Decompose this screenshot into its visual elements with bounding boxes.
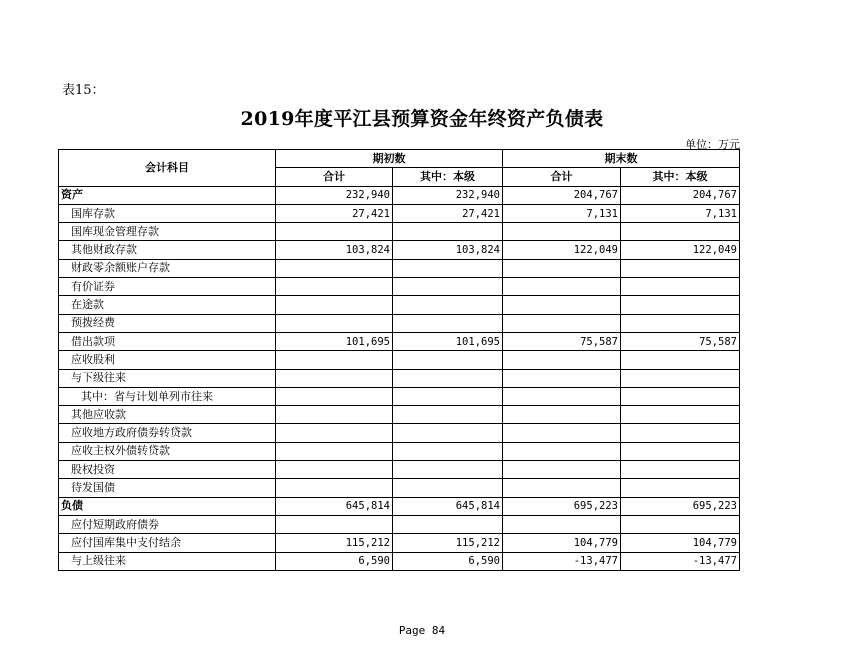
cell-opening-total xyxy=(276,424,393,442)
row-subject: 其他财政存款 xyxy=(59,241,276,259)
cell-closing-level: 7,131 xyxy=(621,204,740,222)
cell-closing-total xyxy=(503,406,621,424)
table-row xyxy=(59,204,740,222)
cell-closing-total xyxy=(503,424,621,442)
cell-closing-total: -13,477 xyxy=(503,552,621,570)
cell-closing-total xyxy=(503,296,621,314)
cell-closing-total: 75,587 xyxy=(503,332,621,350)
table-row xyxy=(59,515,740,533)
cell-closing-level xyxy=(621,387,740,405)
row-subject: 待发国债 xyxy=(59,479,276,497)
cell-closing-level xyxy=(621,461,740,479)
row-subject: 国库现金管理存款 xyxy=(59,223,276,241)
cell-opening-level xyxy=(393,369,503,387)
cell-opening-level xyxy=(393,387,503,405)
row-subject: 其他应收款 xyxy=(59,406,276,424)
cell-closing-total xyxy=(503,479,621,497)
row-subject: 负债 xyxy=(59,497,276,515)
cell-opening-level xyxy=(393,461,503,479)
cell-opening-level: 232,940 xyxy=(393,186,503,204)
cell-opening-total: 27,421 xyxy=(276,204,393,222)
header-opening: 期初数 xyxy=(276,150,503,168)
row-subject: 股权投资 xyxy=(59,461,276,479)
table-row xyxy=(59,461,740,479)
table-header xyxy=(59,150,740,187)
table-row xyxy=(59,314,740,332)
cell-closing-total xyxy=(503,314,621,332)
table-row xyxy=(59,479,740,497)
cell-opening-total: 6,590 xyxy=(276,552,393,570)
cell-closing-total xyxy=(503,259,621,277)
cell-closing-total: 122,049 xyxy=(503,241,621,259)
cell-opening-total xyxy=(276,278,393,296)
row-subject: 应收股利 xyxy=(59,351,276,369)
cell-opening-level: 115,212 xyxy=(393,534,503,552)
table-row xyxy=(59,296,740,314)
table-row xyxy=(59,369,740,387)
cell-opening-level: 27,421 xyxy=(393,204,503,222)
table-number-label: 表15： xyxy=(62,83,105,98)
cell-opening-level: 6,590 xyxy=(393,552,503,570)
table-body xyxy=(59,186,740,570)
cell-closing-level xyxy=(621,223,740,241)
row-subject: 资产 xyxy=(59,186,276,204)
cell-closing-total: 7,131 xyxy=(503,204,621,222)
cell-opening-level xyxy=(393,296,503,314)
row-subject: 应付国库集中支付结余 xyxy=(59,534,276,552)
cell-opening-level xyxy=(393,223,503,241)
cell-closing-total xyxy=(503,387,621,405)
table-row xyxy=(59,351,740,369)
cell-closing-level: 695,223 xyxy=(621,497,740,515)
cell-opening-total xyxy=(276,515,393,533)
cell-closing-level xyxy=(621,314,740,332)
row-subject: 国库存款 xyxy=(59,204,276,222)
header-closing-total: 合计 xyxy=(503,168,621,186)
table-row xyxy=(59,442,740,460)
cell-closing-level xyxy=(621,296,740,314)
cell-closing-level: 204,767 xyxy=(621,186,740,204)
row-subject: 财政零余额账户存款 xyxy=(59,259,276,277)
header-closing-level: 其中：本级 xyxy=(621,168,740,186)
cell-opening-total: 645,814 xyxy=(276,497,393,515)
cell-opening-total xyxy=(276,223,393,241)
cell-closing-total xyxy=(503,223,621,241)
cell-opening-level xyxy=(393,479,503,497)
page-number: Page 84 xyxy=(398,624,446,637)
cell-opening-total xyxy=(276,406,393,424)
table-row xyxy=(59,186,740,204)
header-closing: 期末数 xyxy=(503,150,740,168)
row-subject: 应收主权外债转贷款 xyxy=(59,442,276,460)
cell-closing-total xyxy=(503,369,621,387)
cell-closing-total xyxy=(503,461,621,479)
row-subject: 应付短期政府债券 xyxy=(59,515,276,533)
cell-closing-total xyxy=(503,515,621,533)
header-opening-level: 其中：本级 xyxy=(393,168,503,186)
balance-sheet-table xyxy=(58,149,740,571)
table-row xyxy=(59,534,740,552)
cell-opening-level xyxy=(393,351,503,369)
table-row xyxy=(59,497,740,515)
cell-opening-level xyxy=(393,442,503,460)
cell-closing-level xyxy=(621,515,740,533)
unit-label: 单位：万元 xyxy=(685,138,740,151)
row-subject: 借出款项 xyxy=(59,332,276,350)
cell-opening-total xyxy=(276,442,393,460)
cell-closing-total xyxy=(503,442,621,460)
cell-closing-level xyxy=(621,259,740,277)
cell-closing-total: 204,767 xyxy=(503,186,621,204)
table-row xyxy=(59,552,740,570)
row-subject: 应收地方政府债券转贷款 xyxy=(59,424,276,442)
document-title: 2019年度平江县预算资金年终资产负债表 xyxy=(240,108,604,130)
cell-closing-level xyxy=(621,369,740,387)
cell-closing-level xyxy=(621,351,740,369)
cell-opening-total xyxy=(276,461,393,479)
table-row xyxy=(59,278,740,296)
cell-closing-level xyxy=(621,442,740,460)
cell-opening-total: 101,695 xyxy=(276,332,393,350)
cell-opening-level xyxy=(393,515,503,533)
table-row xyxy=(59,223,740,241)
cell-opening-level xyxy=(393,259,503,277)
table-row xyxy=(59,424,740,442)
table-row xyxy=(59,387,740,405)
cell-opening-total xyxy=(276,387,393,405)
cell-closing-level: 75,587 xyxy=(621,332,740,350)
table-row xyxy=(59,406,740,424)
cell-opening-total xyxy=(276,296,393,314)
cell-opening-total xyxy=(276,369,393,387)
cell-closing-level xyxy=(621,424,740,442)
cell-opening-total xyxy=(276,314,393,332)
header-subject: 会计科目 xyxy=(59,150,276,187)
table-row xyxy=(59,332,740,350)
cell-opening-total xyxy=(276,351,393,369)
cell-opening-level xyxy=(393,424,503,442)
cell-closing-total xyxy=(503,278,621,296)
row-subject: 预拨经费 xyxy=(59,314,276,332)
cell-closing-level xyxy=(621,406,740,424)
cell-opening-level xyxy=(393,278,503,296)
row-subject: 与下级往来 xyxy=(59,369,276,387)
cell-closing-level xyxy=(621,479,740,497)
cell-opening-level: 645,814 xyxy=(393,497,503,515)
cell-opening-level: 103,824 xyxy=(393,241,503,259)
cell-opening-total: 232,940 xyxy=(276,186,393,204)
cell-closing-level: 104,779 xyxy=(621,534,740,552)
cell-opening-level xyxy=(393,406,503,424)
cell-closing-level: 122,049 xyxy=(621,241,740,259)
row-subject: 在途款 xyxy=(59,296,276,314)
cell-closing-level xyxy=(621,278,740,296)
cell-opening-total: 115,212 xyxy=(276,534,393,552)
cell-opening-total xyxy=(276,259,393,277)
cell-opening-level: 101,695 xyxy=(393,332,503,350)
cell-opening-total xyxy=(276,479,393,497)
cell-opening-total: 103,824 xyxy=(276,241,393,259)
cell-closing-total xyxy=(503,351,621,369)
cell-closing-total: 104,779 xyxy=(503,534,621,552)
cell-closing-total: 695,223 xyxy=(503,497,621,515)
cell-opening-level xyxy=(393,314,503,332)
row-subject: 有价证券 xyxy=(59,278,276,296)
row-subject: 其中：省与计划单列市往来 xyxy=(59,387,276,405)
cell-closing-level: -13,477 xyxy=(621,552,740,570)
table-row xyxy=(59,241,740,259)
table-row xyxy=(59,259,740,277)
header-opening-total: 合计 xyxy=(276,168,393,186)
row-subject: 与上级往来 xyxy=(59,552,276,570)
